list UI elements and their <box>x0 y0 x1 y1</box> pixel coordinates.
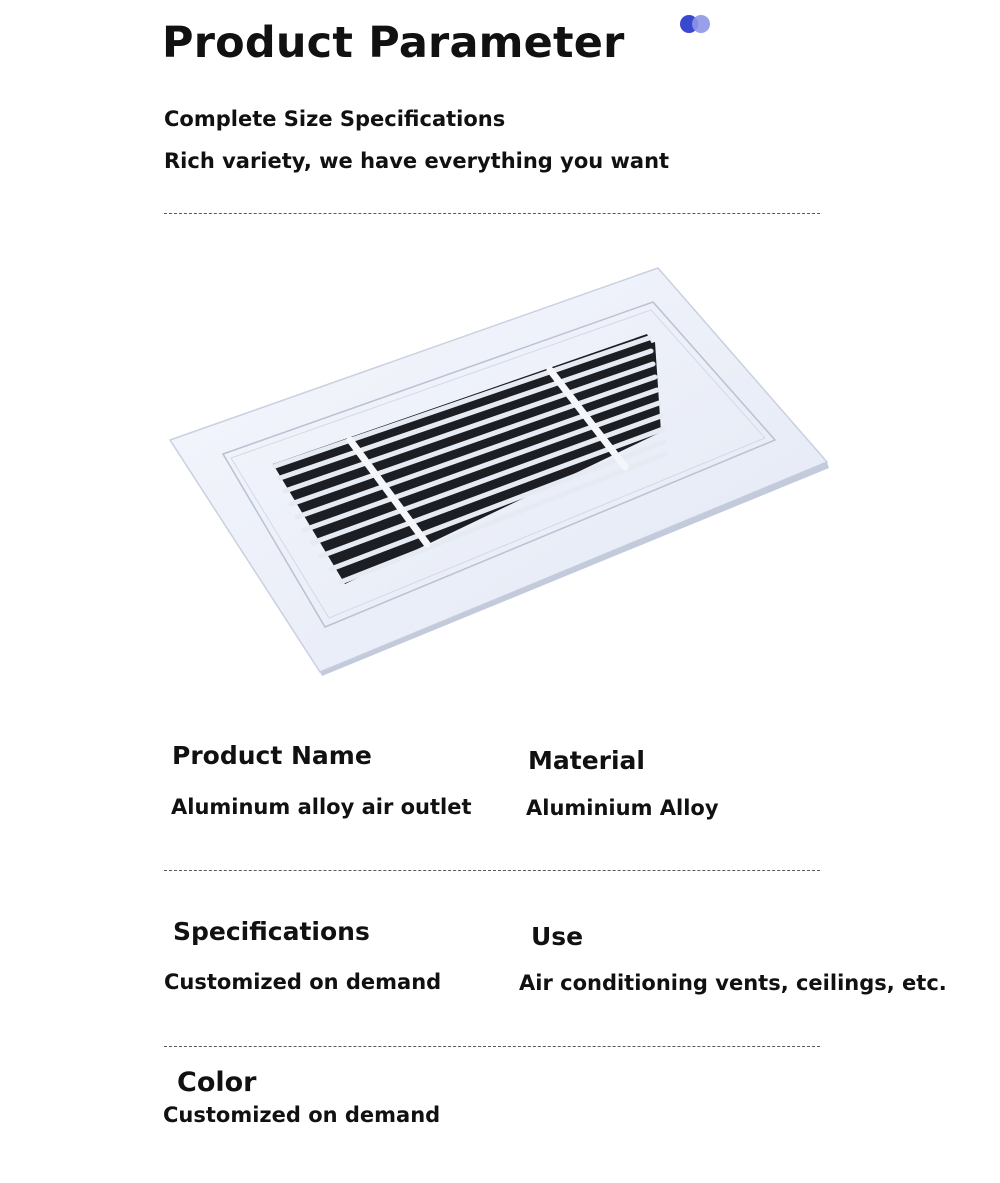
material-label: Material <box>528 746 645 775</box>
decorative-dots-icon <box>680 15 712 35</box>
color-value: Customized on demand <box>163 1103 441 1127</box>
material-value: Aluminium Alloy <box>526 796 719 820</box>
divider <box>164 213 820 214</box>
color-label: Color <box>177 1067 257 1098</box>
product-name-value: Aluminum alloy air outlet <box>171 795 472 819</box>
page-title: Product Parameter <box>162 18 625 68</box>
specifications-value: Customized on demand <box>164 970 442 994</box>
product-name-label: Product Name <box>172 741 372 770</box>
use-value: Air conditioning vents, ceilings, etc. <box>519 971 947 995</box>
air-vent-grille-image <box>165 262 835 682</box>
divider <box>164 1046 820 1047</box>
divider <box>164 870 820 871</box>
use-label: Use <box>531 922 584 951</box>
subtitle-variety: Rich variety, we have everything you want <box>164 149 670 173</box>
subtitle-size-specs: Complete Size Specifications <box>164 107 506 131</box>
dot-icon <box>692 15 710 33</box>
specifications-label: Specifications <box>173 917 370 946</box>
